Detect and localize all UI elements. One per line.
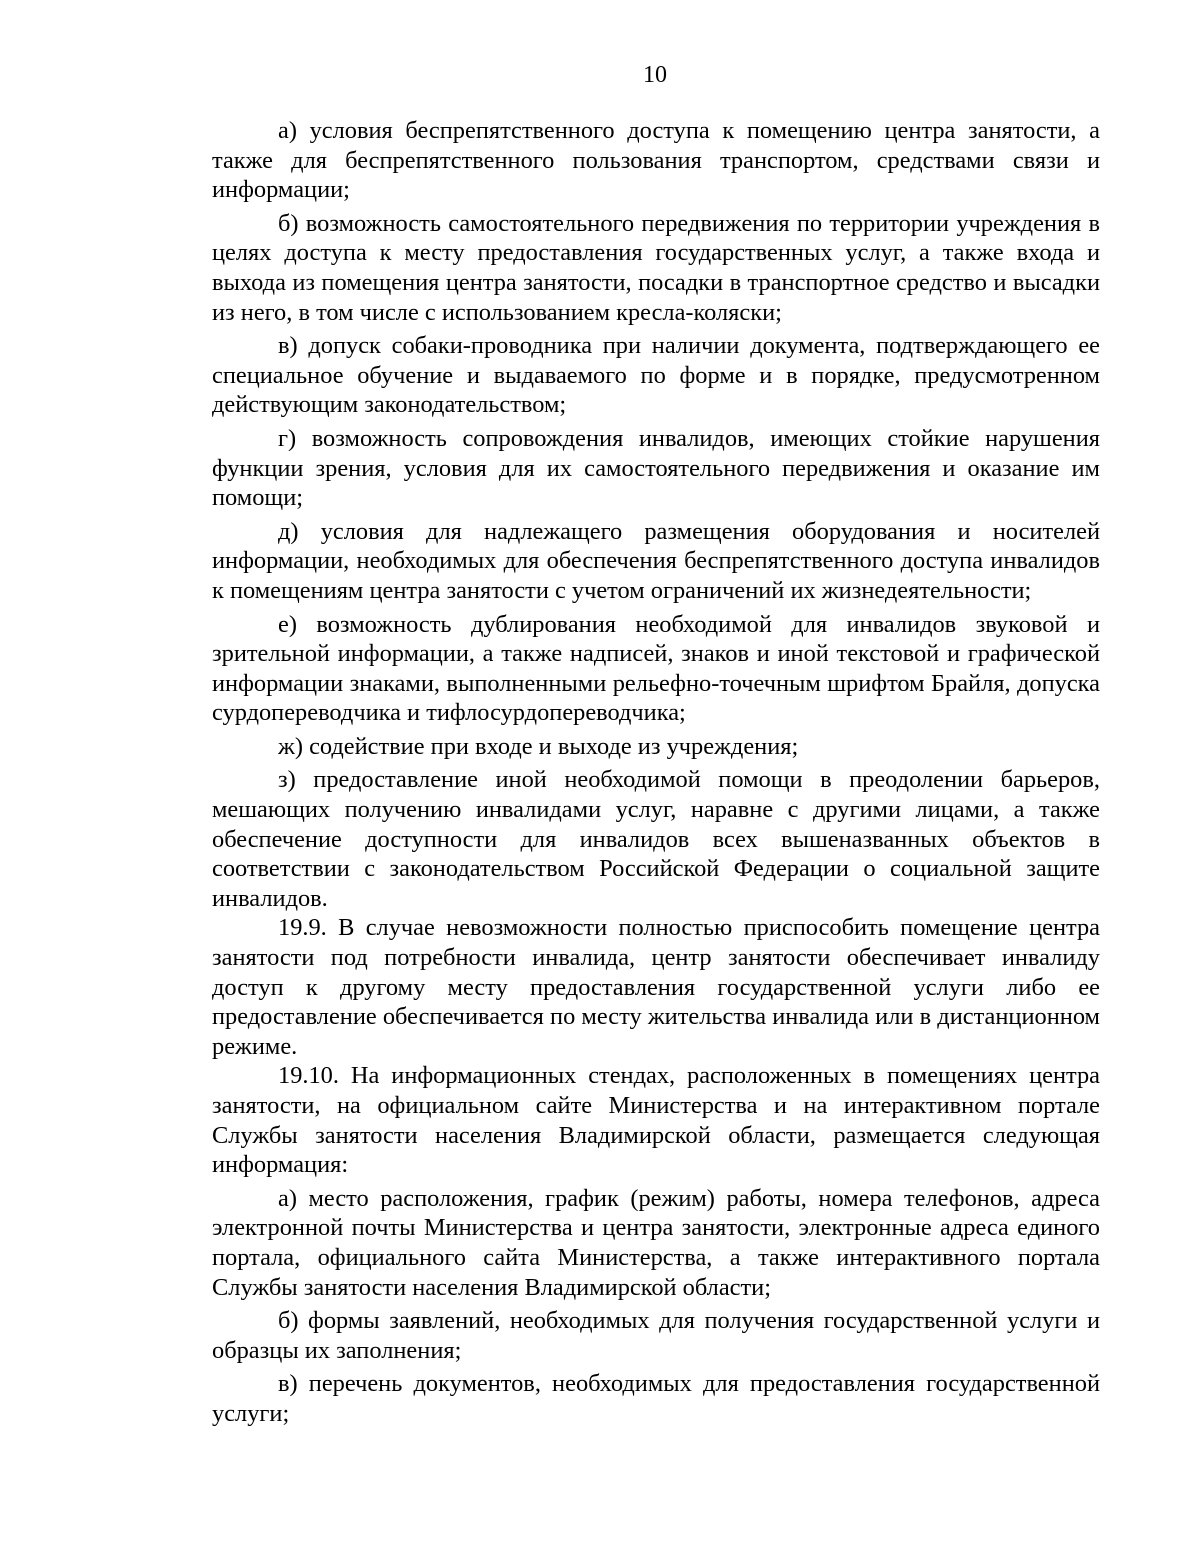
paragraph-b-movement: б) возможность самостоятельного передвижения по территории учреждения в целях доступа к месту предоставления государственных услуг, а также входа и выхода из помещения центра занятости, посадки в транспортное средство и высадки из него, в том числе с использованием кресла-коляски;	[212, 209, 1100, 326]
paragraph-a-location-info: а) место расположения, график (режим) работы, номера телефонов, адреса электронной почты Министерства и центра занятости, электронные адреса единого портала, официального сайта Министерства, а также интерактивного портала Службы занятости населения Владимирской области;	[212, 1184, 1100, 1301]
document-body	[212, 116, 1100, 1433]
paragraph-b-application-forms: б) формы заявлений, необходимых для получения государственной услуги и образцы их заполнения;	[212, 1307, 1100, 1364]
paragraph-z-other-assistance: з) предоставление иной необходимой помощи в преодолении барьеров, мешающих получению инвалидами услуг, наравне с другими лицами, а также обеспечение доступности для инвалидов всех вышеназванных объектов в соответствии с законодательством Российской Федерации о социальной защите инвалидов.	[212, 766, 1100, 912]
paragraph-v-documents-list: в) перечень документов, необходимых для предоставления государственной услуги;	[212, 1370, 1100, 1427]
paragraph-19-10: 19.10. На информационных стендах, расположенных в помещениях центра занятости, на официальном сайте Министерства и на интерактивном портале Службы занятости населения Владимирской области, размещается следующая информация:	[212, 1062, 1100, 1179]
paragraph-d-equipment-placement: д) условия для надлежащего размещения оборудования и носителей информации, необходимых для обеспечения беспрепятственного доступа инвалидов к помещениям центра занятости с учетом ограничений их жизнедеятельности;	[212, 517, 1100, 604]
paragraph-e-information-duplication: е) возможность дублирования необходимой для инвалидов звуковой и зрительной информации, а также надписей, знаков и иной текстовой и графической информации знаками, выполненными рельефно-точечным шрифтом Брайля, допуска сурдопереводчика и тифлосурдопереводчика;	[212, 610, 1100, 727]
paragraph-g-escort: г) возможность сопровождения инвалидов, имеющих стойкие нарушения функции зрения, условия для их самостоятельного передвижения и оказание им помощи;	[212, 424, 1100, 512]
paragraph-a-access-conditions: а) условия беспрепятственного доступа к помещению центра занятости, а также для беспрепятственного пользования транспортом, средствами связи и информации;	[212, 117, 1100, 204]
paragraph-v-guide-dog: в) допуск собаки-проводника при наличии документа, подтверждающего ее специальное обучение и выдаваемого по форме и в порядке, предусмотренном действующим законодательством;	[212, 332, 1100, 419]
paragraph-19-9: 19.9. В случае невозможности полностью приспособить помещение центра занятости под потребности инвалида, центр занятости обеспечивает инвалиду доступ к другому месту предоставления государственной услуги либо ее предоставление обеспечивается по месту жительства инвалида или в дистанционном режиме.	[212, 914, 1100, 1060]
paragraph-zh-entry-assistance: ж) содействие при входе и выходе из учреждения;	[278, 732, 799, 760]
page-number: 10	[643, 62, 667, 88]
